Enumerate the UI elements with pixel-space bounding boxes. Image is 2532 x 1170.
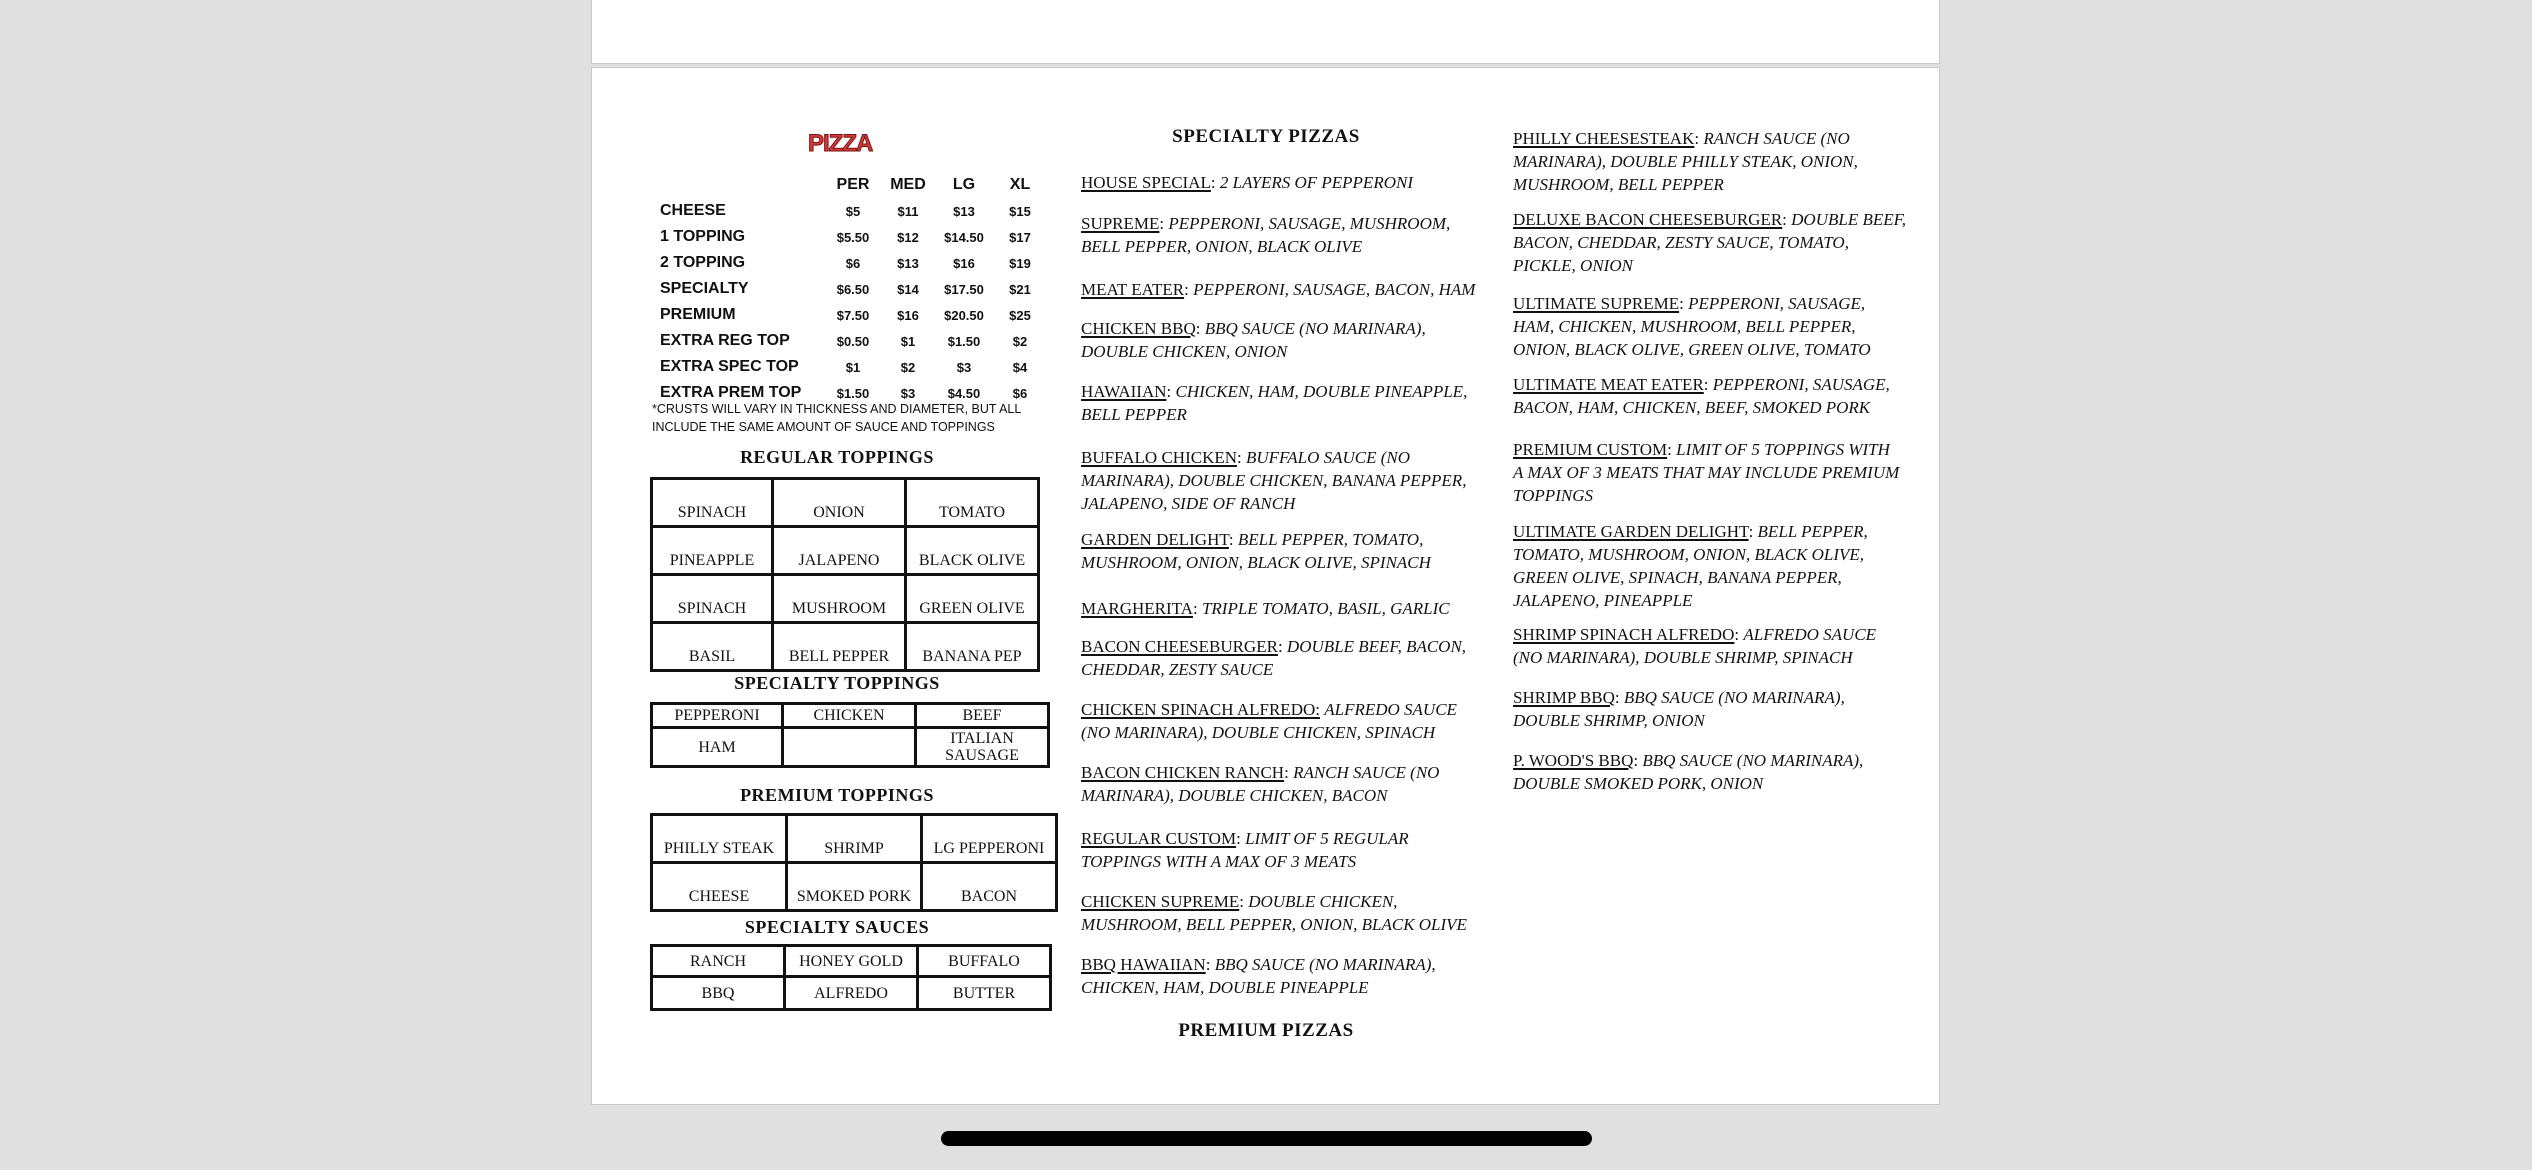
pizza-name: HOUSE SPECIAL bbox=[1081, 173, 1211, 192]
price-row-label: 2 TOPPING bbox=[660, 254, 746, 271]
pizza-description: ALFREDO SAUCE bbox=[1743, 625, 1877, 644]
pizza-logo-title: PIZZA bbox=[808, 130, 873, 157]
size-med: MED bbox=[890, 176, 926, 193]
pizza-item bbox=[1513, 686, 1845, 732]
grid-row bbox=[652, 815, 1057, 863]
pizza-name: BBQ HAWAIIAN bbox=[1081, 955, 1206, 974]
price-cell: $19 bbox=[1009, 255, 1031, 271]
price-cell: $2 bbox=[1012, 333, 1028, 349]
pizza-name-separator: : bbox=[1284, 763, 1294, 782]
pizza-description: BBQ SAUCE (NO MARINARA), bbox=[1204, 319, 1426, 338]
specialty-pizzas-heading: SPECIALTY PIZZAS bbox=[1172, 126, 1360, 147]
pizza-description: ALFREDO SAUCE bbox=[1324, 700, 1457, 719]
grid-cell: ALFREDO bbox=[785, 977, 918, 1010]
specialty-sauces-heading: SPECIALTY SAUCES bbox=[744, 917, 930, 937]
pizza-item bbox=[1081, 212, 1450, 258]
price-cell: $14 bbox=[897, 281, 919, 297]
price-cell: $2 bbox=[900, 359, 916, 375]
pizza-name-separator: : bbox=[1159, 214, 1169, 233]
pizza-name: P. WOOD'S BBQ bbox=[1513, 751, 1634, 770]
size-per: PER bbox=[836, 176, 870, 193]
size-lg: LG bbox=[952, 176, 976, 193]
regular-toppings-heading: REGULAR TOPPINGS bbox=[740, 447, 934, 467]
pizza-description: MUSHROOM, ONION, BLACK OLIVE, SPINACH bbox=[1081, 553, 1431, 572]
pizza-item bbox=[1081, 698, 1457, 744]
pizza-name-separator: : bbox=[1184, 280, 1194, 299]
grid-row bbox=[652, 479, 1039, 527]
pizza-name-separator: : bbox=[1239, 892, 1249, 911]
pizza-name: ULTIMATE MEAT EATER bbox=[1513, 375, 1704, 394]
pizza-name: BUFFALO CHICKEN bbox=[1081, 448, 1238, 467]
pizza-name: BACON CHICKEN RANCH bbox=[1081, 763, 1285, 782]
price-cell: $6 bbox=[845, 255, 861, 271]
pizza-name-separator: : bbox=[1210, 173, 1220, 192]
price-cell: $5 bbox=[845, 203, 861, 219]
grid-cell: SHRIMP bbox=[787, 815, 922, 863]
pizza-name: PREMIUM CUSTOM bbox=[1513, 440, 1668, 459]
pizza-item bbox=[1081, 528, 1431, 574]
price-cell: $0.50 bbox=[836, 333, 870, 349]
price-cell: $11 bbox=[897, 203, 919, 219]
pizza-name-separator: : bbox=[1703, 375, 1713, 394]
pizza-name: GARDEN DELIGHT bbox=[1081, 530, 1229, 549]
pizza-item bbox=[1081, 171, 1413, 194]
price-row bbox=[654, 250, 1046, 276]
pizza-description: LIMIT OF 5 REGULAR bbox=[1245, 829, 1409, 848]
grid-cell: ONION bbox=[773, 479, 906, 527]
pizza-description: TOMATO, MUSHROOM, ONION, BLACK OLIVE, bbox=[1513, 545, 1865, 564]
pizza-description: CHICKEN, HAM, DOUBLE PINEAPPLE, bbox=[1175, 382, 1468, 401]
grid-row bbox=[652, 527, 1039, 575]
price-row-label: PREMIUM bbox=[660, 306, 736, 323]
pizza-description: A MAX OF 3 MEATS THAT MAY INCLUDE PREMIUM bbox=[1513, 463, 1900, 482]
pizza-description: TRIPLE TOMATO, BASIL, GARLIC bbox=[1201, 599, 1450, 618]
price-header-row bbox=[654, 172, 1046, 198]
grid-cell: BLACK OLIVE bbox=[906, 527, 1039, 575]
pizza-description: RANCH SAUCE (NO bbox=[1703, 129, 1850, 148]
pizza-item bbox=[1513, 438, 1899, 507]
premium-toppings-heading: PREMIUM TOPPINGS bbox=[740, 785, 934, 805]
pizza-item bbox=[1513, 127, 1858, 196]
pizza-description: BELL PEPPER bbox=[1081, 405, 1187, 424]
pizza-name: ULTIMATE GARDEN DELIGHT bbox=[1513, 522, 1749, 541]
pizza-description: PICKLE, ONION bbox=[1513, 256, 1633, 275]
pizza-item bbox=[1081, 827, 1409, 873]
pizza-name-separator: : bbox=[1166, 382, 1176, 401]
grid-cell: HAM bbox=[652, 728, 783, 767]
pizza-item bbox=[1081, 446, 1466, 515]
pizza-description: PEPPERONI, SAUSAGE, MUSHROOM, bbox=[1168, 214, 1451, 233]
pizza-name-separator: : bbox=[1782, 210, 1792, 229]
price-cell: $17 bbox=[1009, 229, 1031, 245]
pizza-name: SHRIMP BBQ bbox=[1513, 688, 1615, 707]
price-row bbox=[654, 354, 1046, 380]
grid-cell: BELL PEPPER bbox=[773, 623, 906, 671]
price-row-label: 1 TOPPING bbox=[660, 228, 746, 245]
size-xl: XL bbox=[1009, 176, 1031, 193]
pizza-name-separator: : bbox=[1748, 522, 1758, 541]
specialty-sauces-table bbox=[650, 944, 1052, 1011]
pizza-item bbox=[1513, 520, 1868, 612]
price-table bbox=[654, 172, 1046, 406]
pizza-name: DELUXE BACON CHEESEBURGER bbox=[1513, 210, 1783, 229]
pizza-name: HAWAIIAN bbox=[1081, 382, 1167, 401]
pizza-item bbox=[1081, 278, 1475, 301]
price-cell: $16 bbox=[953, 255, 975, 271]
pizza-description: DOUBLE BEEF, BACON, bbox=[1286, 637, 1467, 656]
grid-row bbox=[652, 728, 1049, 767]
grid-cell: BASIL bbox=[652, 623, 773, 671]
pizza-name: CHICKEN SUPREME bbox=[1081, 892, 1240, 911]
price-cell: $12 bbox=[897, 229, 919, 245]
pizza-description: MARINARA), DOUBLE PHILLY STEAK, ONION, bbox=[1513, 152, 1858, 171]
grid-cell: PHILLY STEAK bbox=[652, 815, 787, 863]
grid-cell bbox=[783, 728, 916, 767]
grid-cell: TOMATO bbox=[906, 479, 1039, 527]
price-cell: $7.50 bbox=[836, 307, 870, 323]
price-cell: $21 bbox=[1009, 281, 1031, 297]
pizza-name-separator: : bbox=[1192, 599, 1202, 618]
pizza-item bbox=[1513, 373, 1890, 419]
pizza-description: PEPPERONI, SAUSAGE, bbox=[1688, 294, 1866, 313]
pizza-name-separator: : bbox=[1277, 637, 1287, 656]
premium-toppings-table bbox=[650, 813, 1058, 912]
pizza-description: PEPPERONI, SAUSAGE, bbox=[1712, 375, 1890, 394]
grid-cell: HONEY GOLD bbox=[785, 946, 918, 977]
price-row-label: EXTRA PREM TOP bbox=[660, 384, 802, 401]
pizza-name: BACON CHEESEBURGER bbox=[1081, 637, 1278, 656]
pizza-description: DOUBLE SMOKED PORK, ONION bbox=[1513, 774, 1764, 793]
pizza-name: MEAT EATER bbox=[1081, 280, 1185, 299]
grid-cell: JALAPENO bbox=[773, 527, 906, 575]
pizza-description: DOUBLE CHICKEN, ONION bbox=[1081, 342, 1288, 361]
price-cell: $1 bbox=[900, 333, 916, 349]
price-cell: $3 bbox=[956, 359, 972, 375]
price-cell: $6.50 bbox=[836, 281, 870, 297]
pizza-name-separator: : bbox=[1237, 448, 1246, 467]
pizza-description: JALAPENO, PINEAPPLE bbox=[1513, 591, 1693, 610]
previous-page bbox=[591, 0, 1940, 64]
pizza-name-separator: : bbox=[1633, 751, 1643, 770]
pizza-item bbox=[1081, 953, 1436, 999]
price-row-label: CHEESE bbox=[660, 202, 726, 219]
pizza-name: CHICKEN SPINACH ALFREDO: bbox=[1081, 700, 1320, 719]
pizza-description: MARINARA), DOUBLE CHICKEN, BACON bbox=[1081, 786, 1388, 805]
grid-row bbox=[652, 946, 1051, 977]
pizza-description: DOUBLE CHICKEN, bbox=[1248, 892, 1398, 911]
grid-cell: PEPPERONI bbox=[652, 704, 783, 728]
pizza-description: JALAPENO, SIDE OF RANCH bbox=[1081, 494, 1296, 513]
grid-cell: MUSHROOM bbox=[773, 575, 906, 623]
pizza-description: CHEDDAR, ZESTY SAUCE bbox=[1081, 660, 1274, 679]
crust-note bbox=[652, 400, 1032, 436]
price-cell: $15 bbox=[1009, 203, 1031, 219]
pizza-description: DOUBLE BEEF, bbox=[1791, 210, 1907, 229]
pizza-description: (NO MARINARA), DOUBLE CHICKEN, SPINACH bbox=[1081, 723, 1436, 742]
price-cell: $4.50 bbox=[947, 385, 981, 401]
pizza-name-separator: : bbox=[1694, 129, 1704, 148]
price-cell: $6 bbox=[1012, 385, 1028, 401]
pizza-description: 2 LAYERS OF PEPPERONI bbox=[1219, 173, 1413, 192]
price-cell: $5.50 bbox=[836, 229, 870, 245]
price-cell: $17.50 bbox=[944, 281, 984, 297]
pizza-description: BELL PEPPER, TOMATO, bbox=[1237, 530, 1424, 549]
price-cell: $1.50 bbox=[947, 333, 981, 349]
pizza-description: RANCH SAUCE (NO bbox=[1293, 763, 1440, 782]
pizza-description: LIMIT OF 5 TOPPINGS WITH bbox=[1676, 440, 1890, 459]
pizza-item bbox=[1081, 761, 1439, 807]
pizza-name-separator: : bbox=[1614, 688, 1624, 707]
pizza-description: GREEN OLIVE, SPINACH, BANANA PEPPER, bbox=[1513, 568, 1842, 587]
pizza-name: PHILLY CHEESESTEAK bbox=[1513, 129, 1695, 148]
grid-cell: BUTTER bbox=[918, 977, 1051, 1010]
price-header-blank bbox=[654, 172, 824, 198]
specialty-toppings-table bbox=[650, 702, 1050, 768]
grid-cell: RANCH bbox=[652, 946, 785, 977]
pizza-item bbox=[1081, 597, 1450, 620]
grid-cell: CHICKEN bbox=[783, 704, 916, 728]
grid-row bbox=[652, 575, 1039, 623]
pizza-description: TOPPINGS bbox=[1513, 486, 1593, 505]
pizza-description: MARINARA), DOUBLE CHICKEN, BANANA PEPPER, bbox=[1081, 471, 1467, 490]
pizza-name-separator: : bbox=[1236, 829, 1246, 848]
home-indicator[interactable] bbox=[941, 1131, 1592, 1146]
pizza-name-separator: : bbox=[1195, 319, 1205, 338]
grid-cell: SMOKED PORK bbox=[787, 863, 922, 911]
pizza-name-separator: : bbox=[1205, 955, 1215, 974]
pizza-item bbox=[1513, 623, 1876, 669]
pizza-description: MUSHROOM, BELL PEPPER bbox=[1513, 175, 1724, 194]
price-cell: $1.50 bbox=[836, 385, 870, 401]
price-cell: $16 bbox=[897, 307, 919, 323]
pizza-item bbox=[1081, 380, 1467, 426]
price-cell: $13 bbox=[953, 203, 975, 219]
pizza-name-separator: : bbox=[1734, 625, 1744, 644]
price-cell: $3 bbox=[900, 385, 916, 401]
grid-cell: ITALIAN SAUSAGE bbox=[916, 728, 1049, 767]
pizza-description: BBQ SAUCE (NO MARINARA), bbox=[1642, 751, 1864, 770]
pizza-description: HAM, CHICKEN, MUSHROOM, BELL PEPPER, bbox=[1513, 317, 1856, 336]
pizza-description: TOPPINGS WITH A MAX OF 3 MEATS bbox=[1081, 852, 1357, 871]
pizza-description: BACON, CHEDDAR, ZESTY SAUCE, TOMATO, bbox=[1513, 233, 1849, 252]
grid-cell: GREEN OLIVE bbox=[906, 575, 1039, 623]
grid-row bbox=[652, 863, 1057, 911]
grid-row bbox=[652, 623, 1039, 671]
grid-cell: SPINACH bbox=[652, 575, 773, 623]
pizza-item bbox=[1513, 292, 1871, 361]
pizza-name-separator: : bbox=[1679, 294, 1689, 313]
price-row-label: EXTRA REG TOP bbox=[660, 332, 790, 349]
pizza-name: MARGHERITA bbox=[1081, 599, 1193, 618]
price-cell: $13 bbox=[897, 255, 919, 271]
pizza-description: BBQ SAUCE (NO MARINARA), bbox=[1623, 688, 1845, 707]
pizza-description: BUFFALO SAUCE (NO bbox=[1246, 448, 1411, 467]
price-row bbox=[654, 328, 1046, 354]
pizza-description: PEPPERONI, SAUSAGE, BACON, HAM bbox=[1193, 280, 1476, 299]
pizza-description: MUSHROOM, BELL PEPPER, ONION, BLACK OLIVE bbox=[1081, 915, 1467, 934]
grid-cell: LG PEPPERONI bbox=[922, 815, 1057, 863]
price-row bbox=[654, 224, 1046, 250]
price-cell: $14.50 bbox=[944, 229, 984, 245]
pizza-description: BELL PEPPER, bbox=[1757, 522, 1868, 541]
price-cell: $20.50 bbox=[944, 307, 984, 323]
grid-cell: BBQ bbox=[652, 977, 785, 1010]
price-row bbox=[654, 276, 1046, 302]
pizza-description: BACON, HAM, CHICKEN, BEEF, SMOKED PORK bbox=[1513, 398, 1871, 417]
pizza-description: CHICKEN, HAM, DOUBLE PINEAPPLE bbox=[1081, 978, 1369, 997]
price-row-label: EXTRA SPEC TOP bbox=[660, 358, 799, 375]
crust-note-line: *CRUSTS WILL VARY IN THICKNESS AND DIAMETER, BUT ALL bbox=[652, 402, 1022, 416]
grid-cell: BUFFALO bbox=[918, 946, 1051, 977]
pizza-description: BBQ SAUCE (NO MARINARA), bbox=[1214, 955, 1436, 974]
pizza-name-separator: : bbox=[1228, 530, 1238, 549]
grid-row bbox=[652, 704, 1049, 728]
price-cell: $1 bbox=[845, 359, 861, 375]
pizza-item bbox=[1081, 317, 1426, 363]
grid-cell: BACON bbox=[922, 863, 1057, 911]
pizza-item bbox=[1513, 208, 1906, 277]
crust-note-line: INCLUDE THE SAME AMOUNT OF SAUCE AND TOPPINGS bbox=[652, 420, 995, 434]
grid-cell: BANANA PEP bbox=[906, 623, 1039, 671]
pizza-name-separator: : bbox=[1667, 440, 1677, 459]
pizza-name: SHRIMP SPINACH ALFREDO bbox=[1513, 625, 1735, 644]
pizza-item bbox=[1081, 890, 1467, 936]
price-row bbox=[654, 198, 1046, 224]
pizza-description: DOUBLE SHRIMP, ONION bbox=[1513, 711, 1705, 730]
pizza-item bbox=[1081, 635, 1466, 681]
grid-cell: PINEAPPLE bbox=[652, 527, 773, 575]
price-row-label: SPECIALTY bbox=[660, 280, 749, 297]
price-cell: $4 bbox=[1012, 359, 1028, 375]
specialty-toppings-heading: SPECIALTY TOPPINGS bbox=[734, 673, 940, 693]
pizza-description: ONION, BLACK OLIVE, GREEN OLIVE, TOMATO bbox=[1513, 340, 1871, 359]
pizza-description: BELL PEPPER, ONION, BLACK OLIVE bbox=[1081, 237, 1363, 256]
pizza-name: REGULAR CUSTOM bbox=[1081, 829, 1237, 848]
pizza-name: ULTIMATE SUPREME bbox=[1513, 294, 1680, 313]
price-cell: $25 bbox=[1009, 307, 1031, 323]
grid-cell: BEEF bbox=[916, 704, 1049, 728]
regular-toppings-table bbox=[650, 477, 1040, 672]
pizza-description: (NO MARINARA), DOUBLE SHRIMP, SPINACH bbox=[1513, 648, 1853, 667]
grid-cell: CHEESE bbox=[652, 863, 787, 911]
pizza-name: CHICKEN BBQ bbox=[1081, 319, 1196, 338]
pizza-name: SUPREME bbox=[1081, 214, 1160, 233]
grid-row bbox=[652, 977, 1051, 1010]
price-row bbox=[654, 302, 1046, 328]
premium-pizzas-heading: PREMIUM PIZZAS bbox=[1178, 1020, 1354, 1041]
grid-cell: SPINACH bbox=[652, 479, 773, 527]
pizza-item bbox=[1513, 749, 1863, 795]
